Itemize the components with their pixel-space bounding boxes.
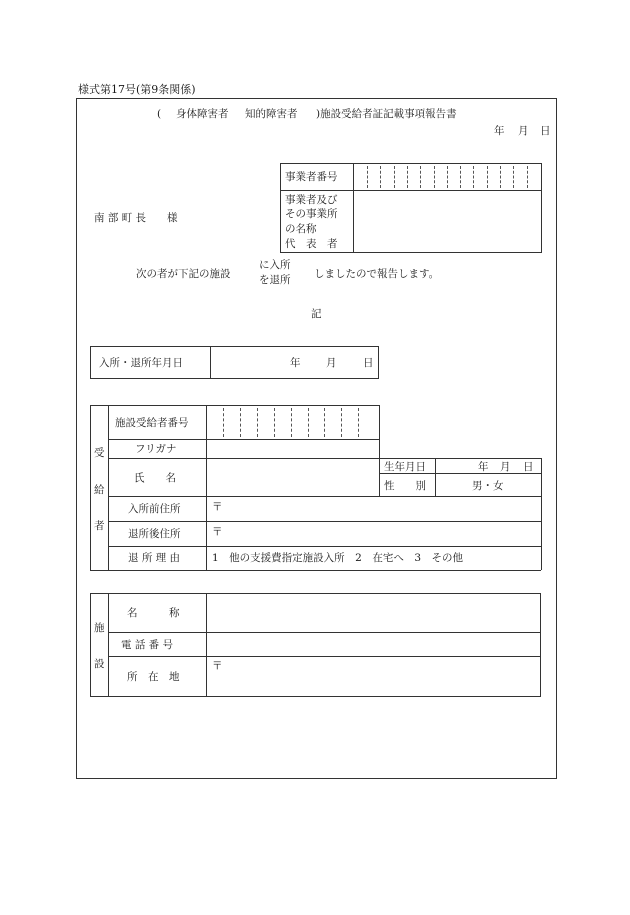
title-option-physical[interactable]: 身体障害者 <box>176 108 229 120</box>
date-month-label: 月 <box>518 125 529 137</box>
birth-month-label: 月 <box>500 461 511 473</box>
business-name-field[interactable] <box>355 192 540 251</box>
next-address-label: 退所後住所 <box>128 528 181 540</box>
business-number-digit-divider <box>447 166 448 188</box>
business-rep-label: 代 表 者 <box>285 238 338 250</box>
facility-phone-field[interactable] <box>208 634 539 655</box>
business-number-digit-divider <box>367 166 368 188</box>
business-name-label-3: の名称 <box>285 223 317 235</box>
business-number-digit-divider <box>407 166 408 188</box>
facility-location-label: 所 在 地 <box>127 671 180 683</box>
admission-month-label: 月 <box>326 357 337 369</box>
prev-address-postal-mark: 〒 <box>212 501 223 513</box>
cert-number-digit-divider <box>341 408 342 437</box>
furigana-field[interactable] <box>208 440 378 457</box>
recipient-side-label-3: 者 <box>94 520 105 532</box>
next-address-field[interactable] <box>224 523 539 545</box>
business-number-digit-divider <box>380 166 381 188</box>
notice-option-discharge[interactable]: を退所 <box>259 274 291 286</box>
business-number-digit-divider <box>487 166 488 188</box>
furigana-label: フリガナ <box>135 443 177 455</box>
cert-number-digit-divider <box>223 408 224 437</box>
facility-location-postal-mark: 〒 <box>212 660 223 672</box>
cert-number-digit-divider <box>274 408 275 437</box>
cert-number-digit-divider <box>291 408 292 437</box>
sex-label: 性 別 <box>384 480 426 492</box>
prev-address-label: 入所前住所 <box>128 503 181 515</box>
cert-number-label: 施設受給者番号 <box>115 417 189 429</box>
business-number-digit-divider <box>473 166 474 188</box>
facility-name-label: 名 称 <box>127 607 180 619</box>
date-day-label: 日 <box>540 125 551 137</box>
business-number-digit-divider <box>460 166 461 188</box>
business-number-digit-divider <box>513 166 514 188</box>
notice-option-admission[interactable]: に入所 <box>259 259 291 271</box>
cert-number-digit-divider <box>240 408 241 437</box>
prev-address-field[interactable] <box>224 498 539 520</box>
business-number-label: 事業者番号 <box>285 171 338 183</box>
cert-number-digit-divider <box>324 408 325 437</box>
cert-number-digit-divider <box>358 408 359 437</box>
discharge-reason-label: 退 所 理 由 <box>128 552 181 564</box>
next-address-postal-mark: 〒 <box>212 526 223 538</box>
admission-year-label: 年 <box>290 357 301 369</box>
business-number-digit-divider <box>434 166 435 188</box>
title-option-intellectual[interactable]: 知的障害者 <box>245 108 298 120</box>
business-number-digit-divider <box>500 166 501 188</box>
ki-mark: 記 <box>311 308 322 320</box>
business-name-label-2: その事業所 <box>285 208 338 220</box>
admission-date-label: 入所・退所年月日 <box>99 357 183 369</box>
business-number-digit-divider <box>527 166 528 188</box>
name-label: 氏 名 <box>134 472 176 484</box>
recipient-side-label-2: 給 <box>94 484 105 496</box>
cert-number-digit-divider <box>308 408 309 437</box>
addressee: 南 部 町 長 様 <box>94 212 178 224</box>
sex-value[interactable]: 男・女 <box>472 480 504 492</box>
admission-day-label: 日 <box>363 357 374 369</box>
discharge-reason-options[interactable]: 1 他の支援費指定施設入所 2 在宅へ 3 その他 <box>212 552 464 564</box>
facility-location-field[interactable] <box>224 658 539 695</box>
name-field[interactable] <box>208 459 378 495</box>
business-number-digit-divider <box>420 166 421 188</box>
business-name-label-1: 事業者及び <box>285 194 338 206</box>
birth-year-label: 年 <box>478 461 489 473</box>
notice-prefix: 次の者が下記の施設 <box>136 268 231 280</box>
title-open-paren: ( <box>157 108 162 120</box>
facility-side-label-1: 施 <box>94 622 105 634</box>
facility-phone-label: 電 話 番 号 <box>121 639 174 651</box>
facility-side-label-2: 設 <box>94 658 105 670</box>
form-number: 様式第17号(第9条関係) <box>78 83 196 96</box>
date-year-label: 年 <box>494 125 505 137</box>
facility-name-field[interactable] <box>208 595 539 631</box>
birth-date-label: 生年月日 <box>384 461 426 473</box>
cert-number-digit-divider <box>257 408 258 437</box>
notice-suffix: しましたので報告します。 <box>314 268 440 280</box>
business-number-digit-divider <box>394 166 395 188</box>
birth-day-label: 日 <box>523 461 534 473</box>
title-text: )施設受給者証記載事項報告書 <box>316 108 457 120</box>
recipient-side-label-1: 受 <box>94 447 105 459</box>
